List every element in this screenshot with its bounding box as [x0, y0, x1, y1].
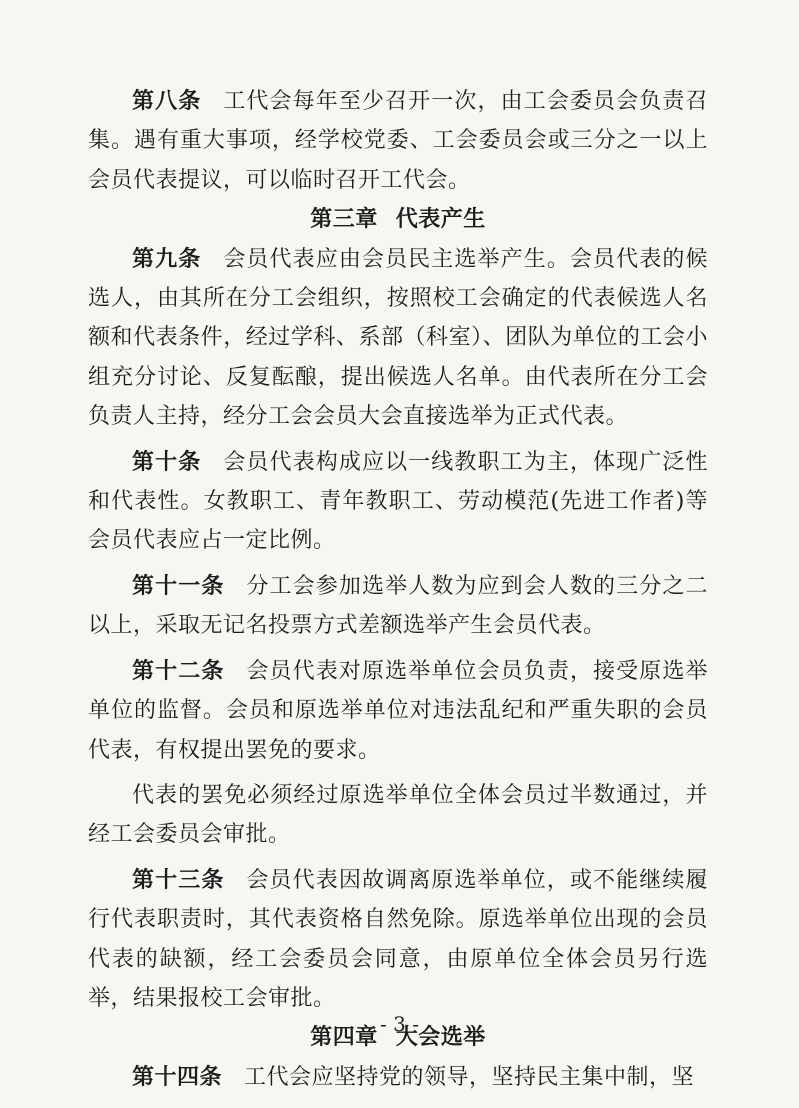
- article-label: 第八条: [132, 89, 202, 114]
- article-13: [88, 861, 708, 1019]
- page-number: - 3 -: [380, 1012, 419, 1036]
- article-label: 第十二条: [132, 658, 225, 684]
- article-text: 会员代表对原选举单位会员负责，接受原选举单位的监督。会员和原选举单位对违法乱纪和严重失职的会员代表，有权提出罢免的要求。: [88, 658, 708, 763]
- chapter-number: 第四章: [310, 1025, 378, 1051]
- article-9: [88, 240, 708, 437]
- article-12-continued: [88, 776, 708, 855]
- chapter-number: 第三章: [310, 207, 378, 233]
- article-text: 会员代表应由会员民主选举产生。会员代表的候选人，由其所在分工会组织，按照校工会确定的代表候选人名额和代表条件，经过学科、系部（科室）、团队为单位的工会小组充分讨论、反复酝酿，提出候选人名单。由代表所在分工会负责人主持，经分工会会员大会直接选举为正式代表。: [88, 246, 708, 430]
- article-14: [88, 1058, 708, 1097]
- article-label: 第九条: [132, 246, 202, 272]
- article-label: 第十一条: [132, 573, 225, 599]
- article-text: 会员代表因故调离原选举单位，或不能继续履行代表职责时，其代表资格自然免除。原选举单位出现的会员代表的缺额，经工会委员会同意，由原单位全体会员另行选举，结果报校工会审批。: [88, 867, 708, 1011]
- chapter-title: 代表产生: [395, 207, 486, 233]
- article-label: 第十三条: [132, 867, 225, 893]
- article-label: 第十条: [132, 449, 202, 475]
- chapter-heading-3: [88, 200, 708, 239]
- article-text: 工代会每年至少召开一次，由工会委员会负责召集。遇有重大事项，经学校党委、工会委员会或三分之一以上会员代表提议，可以临时召开工代会。: [88, 89, 708, 193]
- article-text: 代表的罢免必须经过原选举单位全体会员过半数通过，并经工会委员会审批。: [88, 782, 708, 848]
- article-label: 第十四条: [132, 1064, 223, 1090]
- article-8: [88, 82, 708, 200]
- article-10: [88, 443, 708, 561]
- article-text: 分工会参加选举人数为应到会人数的三分之二以上，采取无记名投票方式差额选举产生会员代表。: [88, 573, 708, 639]
- document-body: [88, 82, 708, 1097]
- article-12: [88, 652, 708, 770]
- chapter-title: 大会选举: [395, 1025, 486, 1051]
- article-text: 会员代表构成应以一线教职工为主，体现广泛性和代表性。女教职工、青年教职工、劳动模范(先进工作者)等会员代表应占一定比例。: [88, 449, 708, 554]
- article-text: 工代会应坚持党的领导，坚持民主集中制，坚: [244, 1064, 695, 1090]
- article-11: [88, 567, 708, 646]
